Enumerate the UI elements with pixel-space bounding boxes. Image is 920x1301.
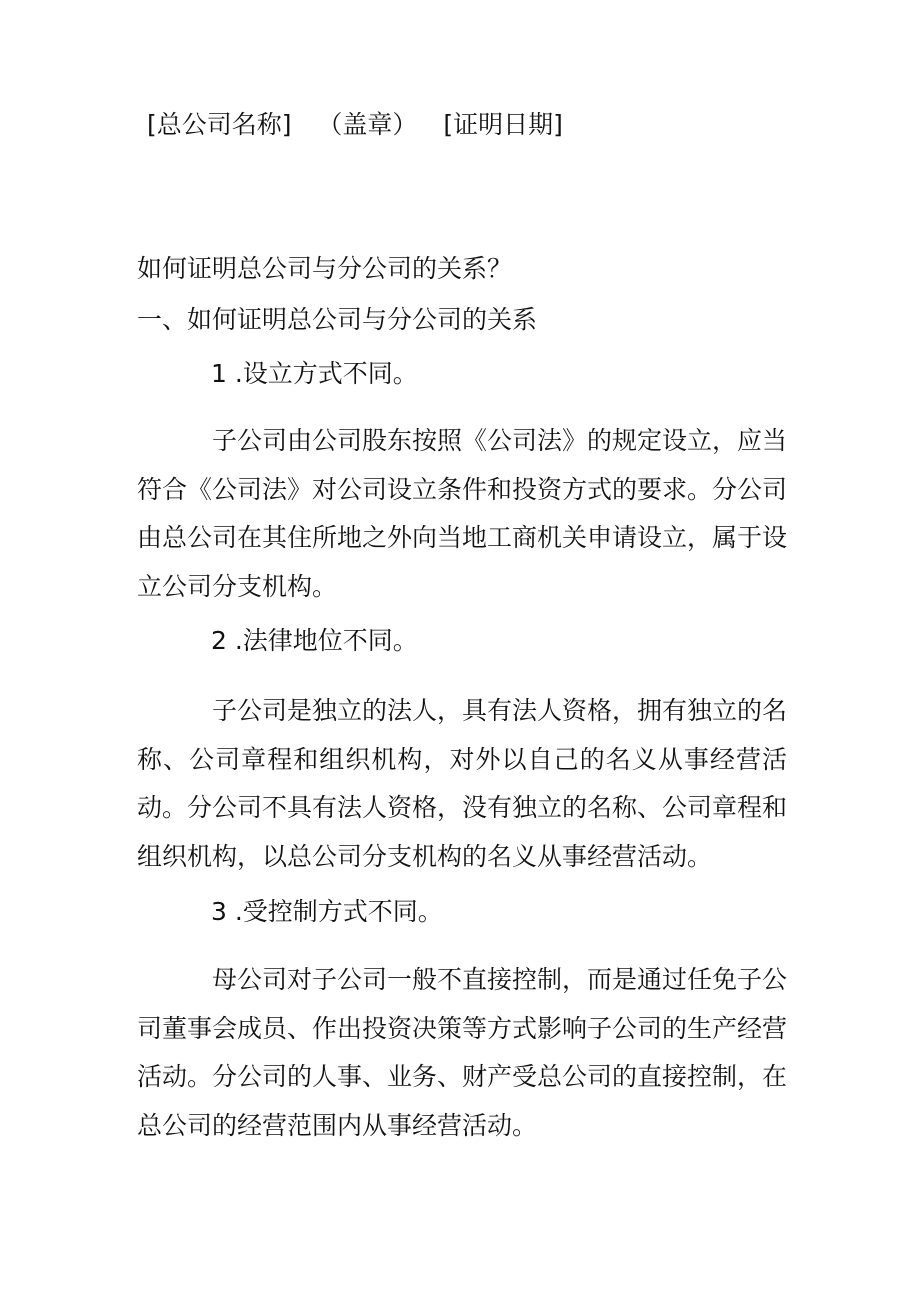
point-body-1: 子公司由公司股东按照《公司法》的规定设立，应当符合《公司法》对公司设立条件和投资方式的要求。分公司由总公司在其住所地之外向当地工商机关申请设立，属于设立公司分支机构。 [137,426,788,601]
point-body-2: 子公司是独立的法人，具有法人资格，拥有独立的名称、公司章程和组织机构，对外以自己的名义从事经营活动。分公司不具有法人资格，没有独立的名称、公司章程和组织机构，以总公司分支机构的名义从事经营活动。 [137,696,788,871]
question-title: 如何证明总公司与分公司的关系？ [137,254,513,283]
point-body-3: 母公司对子公司一般不直接控制，而是通过任免子公司董事会成员、作出投资决策等方式影响子公司的生产经营活动。分公司的人事、业务、财产受总公司的直接控制，在总公司的经营范围内从事经营活动。 [137,965,788,1140]
section-heading: 一、如何证明总公司与分公司的关系 [137,305,538,334]
point-heading-2: 2 .法律地位不同。 [211,626,418,655]
date-placeholder: [证明日期] [443,110,563,139]
point-heading-1: 1 .设立方式不同。 [211,359,418,388]
company-name-placeholder: [总公司名称] [147,110,292,139]
signature-line [147,106,563,144]
point-heading-3: 3 .受控制方式不同。 [211,897,443,926]
seal-placeholder: （盖章） [317,110,418,139]
